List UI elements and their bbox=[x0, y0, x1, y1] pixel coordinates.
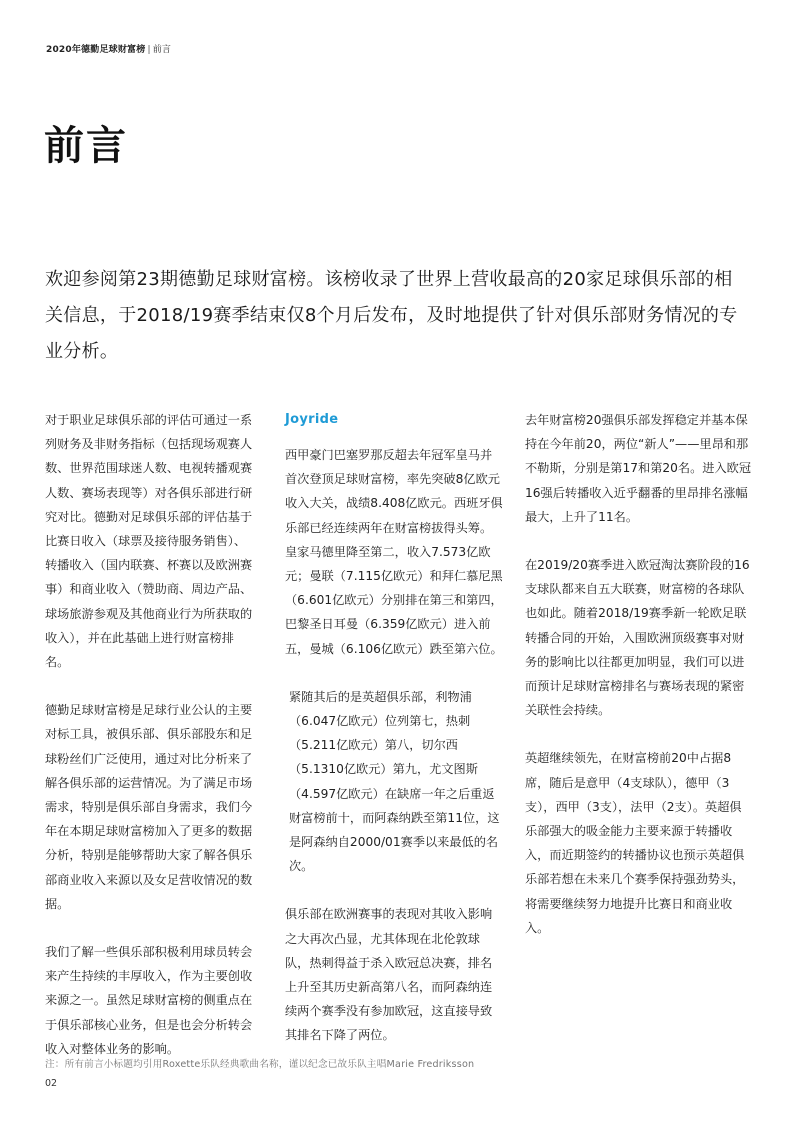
column-right-paragraph-1: 去年财富榜20强俱乐部发挥稳定并基本保持在今年前20，两位“新人”——里昂和那不勒斯，分别是第17和第20名。进入欧冠16强后转播收入近乎翻番的里昂排名涨幅最大，上升了11名。 bbox=[525, 413, 752, 524]
column-left bbox=[45, 408, 257, 1085]
header-separator: | bbox=[147, 45, 151, 55]
page-number: 02 bbox=[45, 1078, 58, 1089]
column-right-paragraph-2: 在2019/20赛季进入欧冠淘汰赛阶段的16支球队都来自五大联赛，财富榜的各球队也如此。随着2018/19赛季新一轮欧足联转播合同的开始，入围欧洲顶级赛事对财务的影响比以往都更加明显，我们可以进而预计足球财富榜排名与赛场表现的紧密关联性会持续。 bbox=[525, 558, 750, 718]
column-middle-paragraph-2: 紧随其后的是英超俱乐部，利物浦（6.047亿欧元）位列第七，热刺（5.211亿欧元）第八，切尔西（5.1310亿欧元）第九，尤文图斯（4.597亿欧元）在缺席一年之后重返财富榜前十，而阿森纳跌至第11位，这是阿森纳自2000/01赛季以来最低的名次。 bbox=[289, 689, 500, 874]
header-report-title: 2020年德勤足球财富榜 bbox=[46, 45, 146, 55]
header-section-name: 前言 bbox=[152, 45, 172, 55]
footnote: 注：所有前言小标题均引用Roxette乐队经典歌曲名称，谨以纪念已故乐队主唱Marie Fredriksson bbox=[45, 1059, 475, 1070]
column-left-paragraph-1: 对于职业足球俱乐部的评估可通过一系列财务及非财务指标（包括现场观赛人数、世界范围球迷人数、电视转播观赛人数、赛场表现等）对各俱乐部进行研究对比。德勤对足球俱乐部的评估基于比赛日收入（球票及接待服务销售）、转播收入（国内联赛、杯赛以及欧洲赛事）和商业收入（赞助商、周边产品、球场旅游参观及其他商业行为所获取的收入），并在此基础上进行财富榜排名。 bbox=[45, 413, 253, 670]
column-middle-paragraph-3: 俱乐部在欧洲赛事的表现对其收入影响之大再次凸显，尤其体现在北伦敦球队，热刺得益于杀入欧冠总决赛，排名上升至其历史新高第八名，而阿森纳连续两个赛季没有参加欧冠，这直接导致其排名下降了两位。 bbox=[285, 907, 493, 1043]
running-header bbox=[46, 42, 171, 55]
column-middle-paragraph-1: 西甲豪门巴塞罗那反超去年冠军皇马并首次登顶足球财富榜，率先突破8亿欧元收入大关，战绩8.408亿欧元。西班牙俱乐部已经连续两年在财富榜拔得头筹。皇家马德里降至第二，收入7.573亿欧元；曼联（7.115亿欧元）和拜仁慕尼黑（6.601亿欧元）分别排在第三和第四，巴黎圣日耳曼（6.359亿欧元）进入前五，曼城（6.106亿欧元）跌至第六位。 bbox=[285, 448, 503, 656]
column-right-paragraph-3: 英超继续领先，在财富榜前20中占据8席，随后是意甲（4支球队），德甲（3支），西甲（3支），法甲（2支）。英超俱乐部强大的吸金能力主要来源于转播收入，而近期签约的转播协议也预示英超俱乐部若想在未来几个赛季保持强劲势头，将需要继续努力地提升比赛日和商业收入。 bbox=[525, 751, 745, 935]
column-middle bbox=[285, 408, 503, 1072]
section-heading-joyride: Joyride bbox=[285, 412, 339, 427]
column-left-paragraph-2: 德勤足球财富榜是足球行业公认的主要对标工具，被俱乐部、俱乐部股东和足球粉丝们广泛使用，通过对比分析来了解各俱乐部的运营情况。为了满足市场需求，特别是俱乐部自身需求，我们今年在本期足球财富榜加入了更多的数据分析，特别是能够帮助大家了解各俱乐部商业收入来源以及女足营收情况的数据。 bbox=[45, 703, 253, 911]
column-right bbox=[525, 408, 753, 964]
page-title: 前言 bbox=[44, 123, 128, 169]
intro-paragraph: 欢迎参阅第23期德勤足球财富榜。该榜收录了世界上营收最高的20家足球俱乐部的相关信息，于2018/19赛季结束仅8个月后发布，及时地提供了针对俱乐部财务情况的专业分析。 bbox=[45, 269, 738, 362]
column-left-paragraph-3: 我们了解一些俱乐部积极利用球员转会来产生持续的丰厚收入，作为主要创收来源之一。虽然足球财富榜的侧重点在于俱乐部核心业务，但是也会分析转会收入对整体业务的影响。 bbox=[45, 945, 253, 1056]
